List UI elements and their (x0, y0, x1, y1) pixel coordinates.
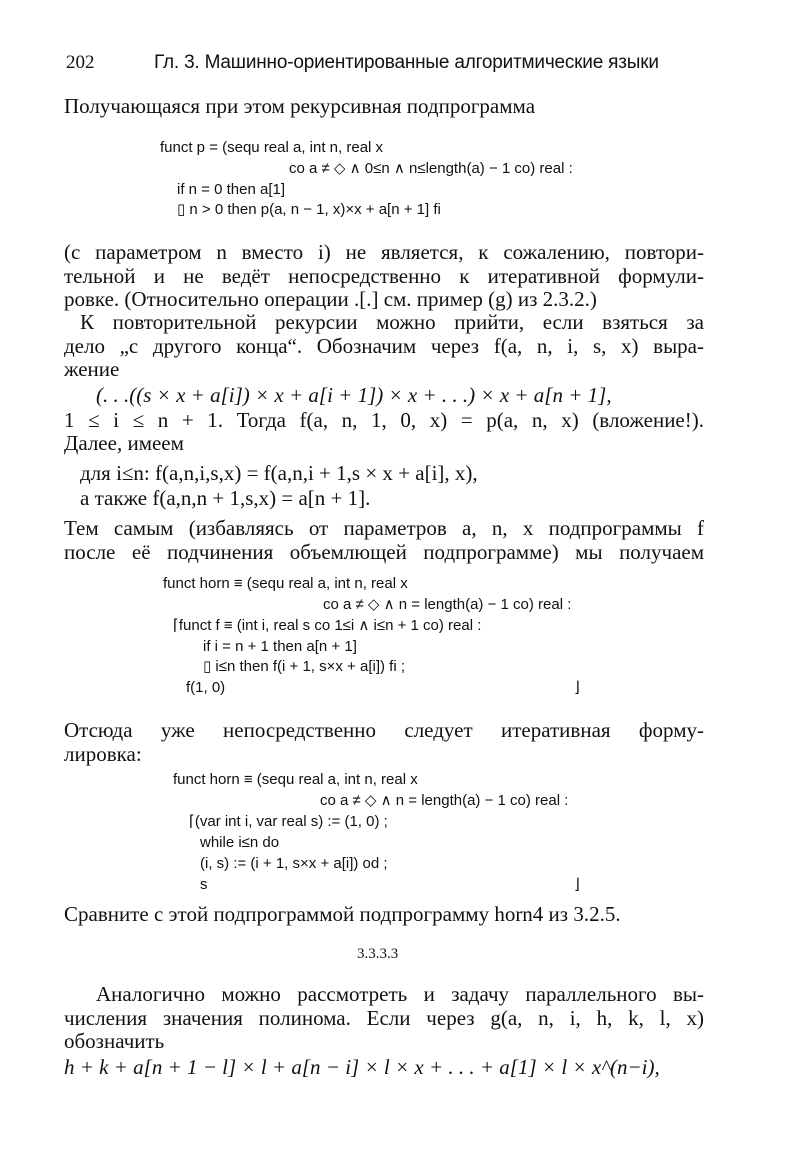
text-line: после её подчинения объемлющей подпрограмме) мы получаем (64, 540, 704, 564)
text-line: (с параметром n вместо i) не является, к сожалению, повтори- (64, 240, 704, 264)
page-number: 202 (66, 52, 95, 73)
text-line: ровке. (Относительно операции .[.] см. пример (g) из 2.3.2.) (64, 287, 597, 311)
code-line: (i, s) := (i + 1, s×x + a[i]) od ; (200, 855, 388, 872)
code-line: funct horn ≡ (sequ real a, int n, real x (173, 771, 418, 788)
text-line: лировка: (64, 742, 142, 766)
code-line: s (200, 876, 208, 893)
code-line: co a ≠ ◇ ∧ 0≤n ∧ n≤length(a) − 1 co) real : (289, 160, 573, 177)
text-line: Отсюда уже непосредственно следует итеративная форму- (64, 718, 704, 742)
text-line: числения значения полинома. Если через g(a, n, i, h, k, l, x) (64, 1006, 704, 1030)
code-line: f(1, 0) (186, 679, 226, 696)
code-line: ⌋ (574, 679, 580, 696)
code-line: co a ≠ ◇ ∧ n = length(a) − 1 co) real : (320, 792, 569, 809)
code-line: ▯ i≤n then f(i + 1, s×x + a[i]) fi ; (203, 658, 405, 675)
code-line: if n = 0 then a[1] (177, 181, 285, 198)
text-line: дело „с другого конца“. Обозначим через f(a, n, i, s, x) выра- (64, 334, 704, 358)
text-line: тельной и не ведёт непосредственно к итеративной формули- (64, 264, 704, 288)
code-line: ⌈funct f ≡ (int i, real s co 1≤i ∧ i≤n + 1 co) real : (173, 617, 482, 634)
code-line: funct p = (sequ real a, int n, real x (160, 139, 384, 156)
code-line: ⌈(var int i, var real s) := (1, 0) ; (189, 813, 388, 830)
code-line: funct horn ≡ (sequ real a, int n, real x (163, 575, 408, 592)
text-line: обозначить (64, 1029, 165, 1053)
chapter-title: Гл. 3. Машинно-ориентированные алгоритмические языки (154, 52, 659, 73)
formula-then: 1 ≤ i ≤ n + 1. Тогда f(a, n, 1, 0, x) = p(a, n, x) (вложение!). (64, 408, 704, 432)
formula-polynomial: h + k + a[n + 1 − l] × l + a[n − i] × l × x + . . . + a[1] × l × x^(n−i), (64, 1055, 660, 1079)
text-line: К повторительной рекурсии можно прийти, если взяться за (80, 310, 704, 334)
code-line: co a ≠ ◇ ∧ n = length(a) − 1 co) real : (323, 596, 572, 613)
text-line: Тем самым (избавляясь от параметров a, n, x подпрограммы f (64, 516, 704, 540)
code-line: while i≤n do (200, 834, 280, 851)
code-line: if i = n + 1 then a[n + 1] (203, 638, 357, 655)
code-line: ⌋ (574, 876, 580, 893)
formula-recursion: для i≤n: f(a,n,i,s,x) = f(a,n,i + 1,s × x + a[i], x), (80, 461, 478, 485)
compare-line: Сравните с этой подпрограммой подпрограмму horn4 из 3.2.5. (64, 902, 621, 926)
text-line: жение (64, 357, 120, 381)
text-line: Далее, имеем (64, 431, 184, 455)
code-line: ▯ n > 0 then p(a, n − 1, x)×x + a[n + 1] fi (177, 201, 441, 218)
section-number: 3.3.3.3 (357, 946, 399, 962)
text-line: Аналогично можно рассмотреть и задачу параллельного вы- (96, 982, 704, 1006)
formula-nested: (. . .((s × x + a[i]) × x + a[i + 1]) × x + . . .) × x + a[n + 1], (96, 383, 612, 407)
formula-base: а также f(a,n,n + 1,s,x) = a[n + 1]. (80, 486, 371, 510)
intro-line: Получающаяся при этом рекурсивная подпрограмма (64, 94, 536, 118)
